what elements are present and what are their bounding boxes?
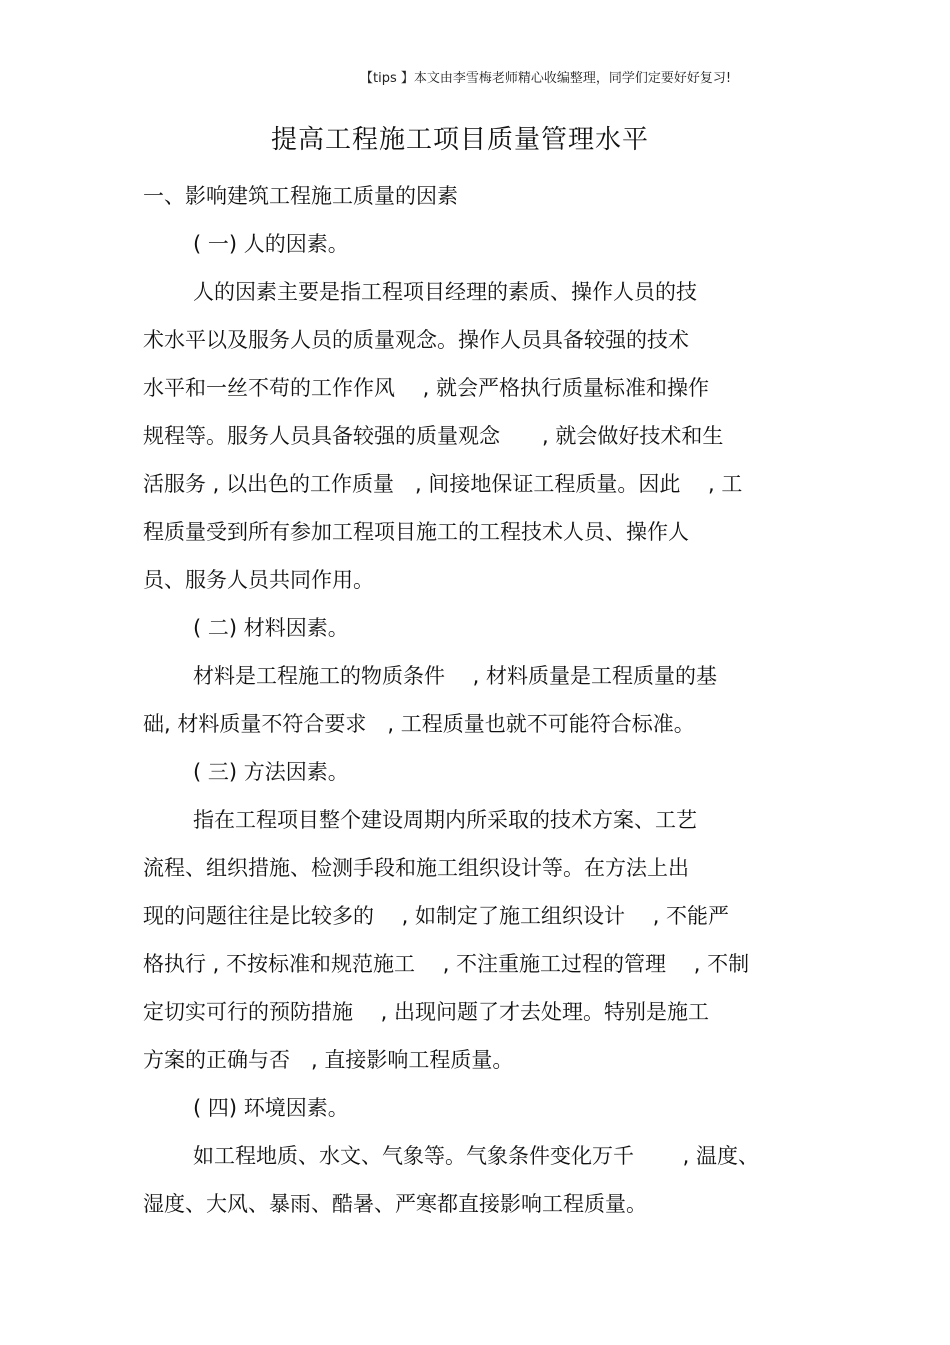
paragraph-line: 湿度、大风、暴雨、酷暑、严寒都直接影响工程质量。 — [143, 1192, 647, 1216]
paragraph-line: 术水平以及服务人员的质量观念。操作人员具备较强的技术 — [143, 328, 689, 352]
paragraph-line: 水平和一丝不苟的工作作风 , 就会严格执行质量标准和操作 — [143, 376, 710, 400]
paragraph-line: 指在工程项目整个建设周期内所采取的技术方案、工艺 — [193, 808, 697, 832]
paragraph-line: 程质量受到所有参加工程项目施工的工程技术人员、操作人 — [143, 520, 689, 544]
paragraph-line: 材料是工程施工的物质条件 , 材料质量是工程质量的基 — [193, 664, 718, 688]
paragraph-line: 定切实可行的预防措施 , 出现问题了才去处理。特别是施工 — [143, 1000, 710, 1024]
paragraph-line: 活服务 , 以出色的工作质量 , 间接地保证工程质量。因此 , 工 — [143, 472, 743, 496]
paragraph-line: 础, 材料质量不符合要求 , 工程质量也就不可能符合标准。 — [143, 712, 695, 736]
paragraph-line: 规程等。服务人员具备较强的质量观念 , 就会做好技术和生 — [143, 424, 724, 448]
factor-environment-heading: ( 四) 环境因素。 — [193, 1096, 349, 1120]
paragraph-line: 如工程地质、水文、气象等。气象条件变化万千 , 温度、 — [193, 1144, 760, 1168]
paragraph-line: 流程、组织措施、检测手段和施工组织设计等。在方法上出 — [143, 856, 689, 880]
section-heading: 一、影响建筑工程施工质量的因素 — [143, 184, 458, 208]
tips-header: 【tips 】本文由李雪梅老师精心收编整理，同学们定要好好复习! — [360, 71, 732, 86]
paragraph-line: 员、服务人员共同作用。 — [143, 568, 374, 592]
factor-methods-heading: ( 三) 方法因素。 — [193, 760, 349, 784]
document-title: 提高工程施工项目质量管理水平 — [270, 125, 649, 155]
paragraph-line: 人的因素主要是指工程项目经理的素质、操作人员的技 — [193, 280, 697, 304]
paragraph-line: 现的问题往往是比较多的 , 如制定了施工组织设计 , 不能严 — [143, 904, 730, 928]
paragraph-line: 格执行 , 不按标准和规范施工 , 不注重施工过程的管理 , 不制 — [143, 952, 750, 976]
factor-people-heading: ( 一) 人的因素。 — [193, 232, 349, 256]
factor-materials-heading: ( 二) 材料因素。 — [193, 616, 349, 640]
paragraph-line: 方案的正确与否 , 直接影响工程质量。 — [143, 1048, 514, 1072]
